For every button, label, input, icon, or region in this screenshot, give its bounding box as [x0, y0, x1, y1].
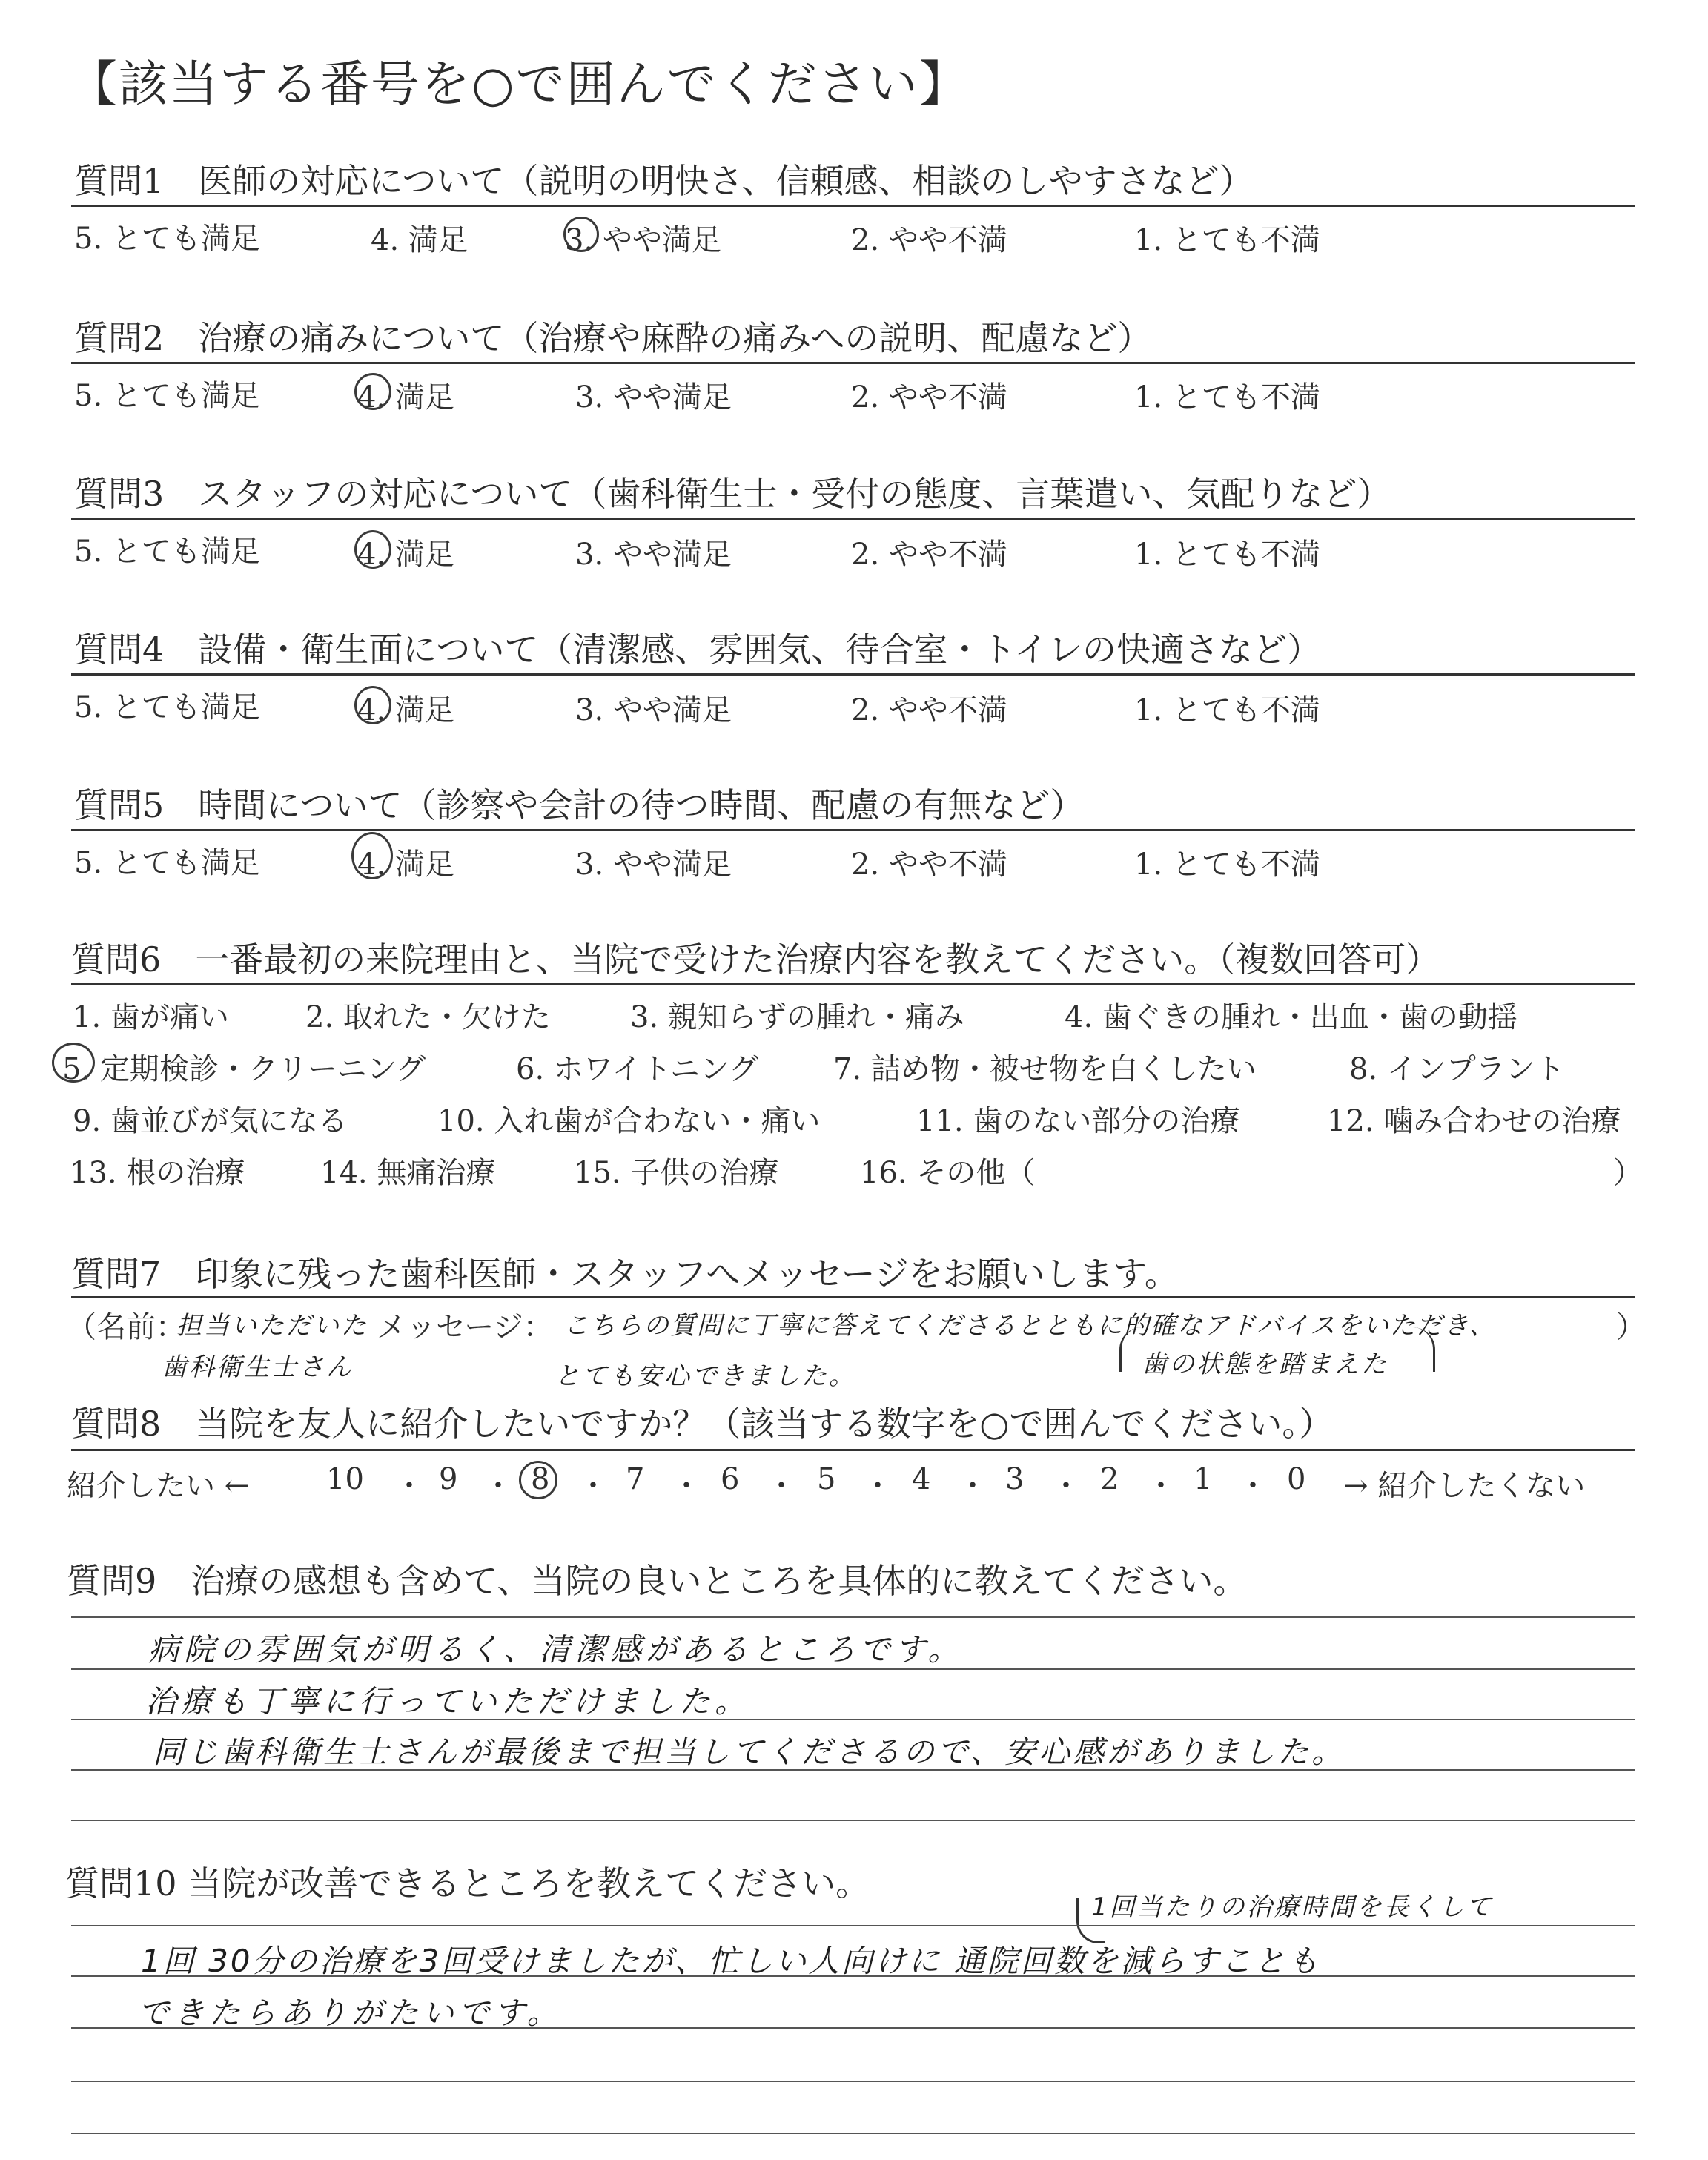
q4-label: 質問4 設備・衛生面について（清潔感、雰囲気、待合室・トイレの快適さなど）: [74, 630, 1322, 670]
q3-option-4[interactable]: 4. 満足: [357, 538, 454, 572]
q8-label: 質問8 当院を友人に紹介したいですか？（該当する数字を○で囲んでください。）: [71, 1404, 1334, 1444]
q4-option-5[interactable]: 5. とても満足: [74, 690, 260, 724]
q4-option-3[interactable]: 3. やや満足: [575, 693, 732, 727]
q8-dot: ・: [863, 1469, 893, 1503]
q1-option-4[interactable]: 4. 満足: [371, 223, 468, 257]
q6-option-2[interactable]: 2. 取れた・欠けた: [305, 1000, 551, 1034]
q8-dot: ・: [672, 1469, 701, 1503]
q10-handwritten-insert: 1回当たりの治療時間を長くして: [1091, 1892, 1494, 1922]
q8-left-anchor: 紹介したい ←: [67, 1469, 250, 1503]
q9-answer-line-1: 病院の雰囲気が明るく、清潔感があるところです。: [148, 1631, 964, 1668]
q6-option-8[interactable]: 8. インプラント: [1349, 1052, 1565, 1086]
q7-name-prefix: （名前：: [67, 1310, 185, 1344]
q6-option-3[interactable]: 3. 親知らずの腫れ・痛み: [630, 1000, 964, 1034]
q3-option-5[interactable]: 5. とても満足: [74, 535, 260, 569]
q7-label: 質問7 印象に残った歯科医師・スタッフへメッセージをお願いします。: [71, 1254, 1179, 1294]
q7-handwritten-name-line1: 担当いただいた: [176, 1311, 368, 1341]
q8-scale-2[interactable]: 2: [1100, 1462, 1119, 1496]
q8-dot: ・: [1146, 1469, 1176, 1503]
q1-selection-circle: [563, 217, 599, 252]
q5-option-5[interactable]: 5. とても満足: [74, 846, 260, 880]
q8-dot: ・: [958, 1469, 987, 1503]
q5-option-1[interactable]: 1. とても不満: [1134, 848, 1320, 882]
q2-option-4[interactable]: 4. 満足: [357, 380, 454, 415]
q8-rule: [71, 1449, 1635, 1451]
q1-rule: [71, 205, 1635, 207]
q2-option-5[interactable]: 5. とても満足: [74, 379, 260, 413]
q10-answer-line-1: 1回 30分の治療を3回受けましたが、忙しい人向けに 通院回数を減らすことも: [141, 1943, 1321, 1979]
q8-scale-4[interactable]: 4: [912, 1462, 931, 1496]
q7-handwritten-message-line2: とても安心できました。: [555, 1361, 856, 1391]
q4-option-4[interactable]: 4. 満足: [357, 693, 454, 727]
q6-option-12[interactable]: 12. 噛み合わせの治療: [1327, 1104, 1621, 1138]
q9-rule: [71, 1820, 1635, 1821]
q2-option-1[interactable]: 1. とても不満: [1134, 380, 1320, 415]
q8-dot: ・: [483, 1469, 513, 1503]
q3-label: 質問3 スタッフの対応について（歯科衛生士・受付の態度、言葉遣い、気配りなど）: [74, 474, 1391, 514]
q8-right-anchor: → 紹介したくない: [1343, 1469, 1586, 1503]
q2-label: 質問2 治療の痛みについて（治療や麻酔の痛みへの説明、配慮など）: [74, 318, 1152, 358]
q10-label: 質問10 当院が改善できるところを教えてください。: [65, 1863, 870, 1903]
q4-selection-circle: [354, 686, 391, 724]
q5-selection-circle: [351, 832, 393, 879]
q6-option-13[interactable]: 13. 根の治療: [70, 1156, 245, 1190]
q9-rule: [71, 1616, 1635, 1618]
q8-dot: ・: [1051, 1469, 1081, 1503]
page-title: 【該当する番号を○で囲んでください】: [68, 56, 970, 113]
q7-handwritten-insert: 歯の状態を踏まえた: [1142, 1350, 1388, 1379]
q10-answer-line-2: できたらありがたいです。: [138, 1995, 563, 2031]
q8-dot: ・: [578, 1469, 608, 1503]
q7-handwritten-message-line1: こちらの質問に丁寧に答えてくださるとともに的確なアドバイスをいただき、: [563, 1311, 1496, 1341]
q4-option-1[interactable]: 1. とても不満: [1134, 693, 1320, 727]
q6-option-15[interactable]: 15. 子供の治療: [574, 1156, 779, 1190]
q3-rule: [71, 518, 1635, 520]
q3-option-3[interactable]: 3. やや満足: [575, 538, 732, 572]
q8-scale-7[interactable]: 7: [626, 1462, 645, 1496]
q3-selection-circle: [354, 530, 391, 569]
q10-rule: [71, 1925, 1635, 1926]
q6-option-6[interactable]: 6. ホワイトニング: [516, 1052, 759, 1086]
q7-message-prefix: メッセージ：: [377, 1310, 553, 1344]
q10-rule: [71, 2081, 1635, 2082]
q6-option-14[interactable]: 14. 無痛治療: [320, 1156, 496, 1190]
q9-label: 質問9 治療の感想も含めて、当院の良いところを具体的に教えてください。: [67, 1561, 1248, 1601]
q6-label: 質問6 一番最初の来院理由と、当院で受けた治療内容を教えてください。（複数回答可）: [71, 939, 1440, 980]
q2-option-3[interactable]: 3. やや満足: [575, 380, 732, 415]
q1-option-2[interactable]: 2. やや不満: [851, 223, 1007, 257]
q8-scale-3[interactable]: 3: [1005, 1462, 1025, 1496]
q7-handwritten-name-line2: 歯科衛生士さん: [162, 1353, 354, 1382]
q4-rule: [71, 673, 1635, 676]
q8-selection-circle: [519, 1461, 557, 1499]
q6-rule: [71, 983, 1635, 985]
q5-option-2[interactable]: 2. やや不満: [851, 848, 1007, 882]
q6-option-11[interactable]: 11. 歯のない部分の治療: [916, 1104, 1240, 1138]
q5-option-3[interactable]: 3. やや満足: [575, 848, 732, 882]
q8-scale-8[interactable]: 8: [531, 1462, 550, 1496]
q6-option-1[interactable]: 1. 歯が痛い: [73, 1000, 229, 1034]
q8-scale-0[interactable]: 0: [1287, 1462, 1306, 1496]
q1-label: 質問1 医師の対応について（説明の明快さ、信頼感、相談のしやすさなど）: [74, 161, 1254, 201]
q1-option-3[interactable]: 3. やや満足: [565, 223, 721, 257]
q1-option-5[interactable]: 5. とても満足: [74, 222, 260, 256]
q8-scale-5[interactable]: 5: [817, 1462, 836, 1496]
q9-answer-line-2: 治療も丁寧に行っていただけました。: [145, 1683, 751, 1720]
q6-option-4[interactable]: 4. 歯ぐきの腫れ・出血・歯の動揺: [1065, 1000, 1517, 1034]
q9-answer-line-3: 同じ歯科衛生士さんが最後まで担当してくださるので、安心感がありました。: [153, 1734, 1346, 1770]
q5-label: 質問5 時間について（診察や会計の待つ時間、配慮の有無など）: [74, 785, 1085, 825]
q5-rule: [71, 829, 1635, 831]
q8-scale-9[interactable]: 9: [439, 1462, 458, 1496]
q10-rule: [71, 2133, 1635, 2134]
q2-selection-circle: [354, 373, 391, 410]
q6-selection-circle: [52, 1043, 95, 1083]
q7-close-paren: ）: [1616, 1310, 1646, 1344]
q8-dot: ・: [767, 1469, 796, 1503]
q4-option-2[interactable]: 2. やや不満: [851, 693, 1007, 727]
q2-rule: [71, 362, 1635, 364]
q8-scale-6[interactable]: 6: [721, 1462, 740, 1496]
q6-other-close-paren: ）: [1613, 1156, 1643, 1190]
q6-option-10[interactable]: 10. 入れ歯が合わない・痛い: [437, 1104, 821, 1138]
q1-option-1[interactable]: 1. とても不満: [1134, 223, 1320, 257]
q8-dot: ・: [394, 1469, 424, 1503]
q7-rule: [71, 1296, 1635, 1298]
q8-dot: ・: [1238, 1469, 1268, 1503]
q8-scale-1[interactable]: 1: [1194, 1462, 1213, 1496]
q3-option-1[interactable]: 1. とても不満: [1134, 538, 1320, 572]
q2-option-2[interactable]: 2. やや不満: [851, 380, 1007, 415]
q6-option-9[interactable]: 9. 歯並びが気になる: [73, 1104, 348, 1138]
q6-option-7[interactable]: 7. 詰め物・被せ物を白くしたい: [833, 1052, 1257, 1086]
q6-option-16[interactable]: 16. その他（: [860, 1156, 1036, 1190]
q5-option-4[interactable]: 4. 満足: [357, 848, 454, 882]
q3-option-2[interactable]: 2. やや不満: [851, 538, 1007, 572]
q6-option-5[interactable]: 5. 定期検診・クリーニング: [62, 1052, 426, 1086]
q8-scale-10[interactable]: 10: [326, 1462, 364, 1496]
